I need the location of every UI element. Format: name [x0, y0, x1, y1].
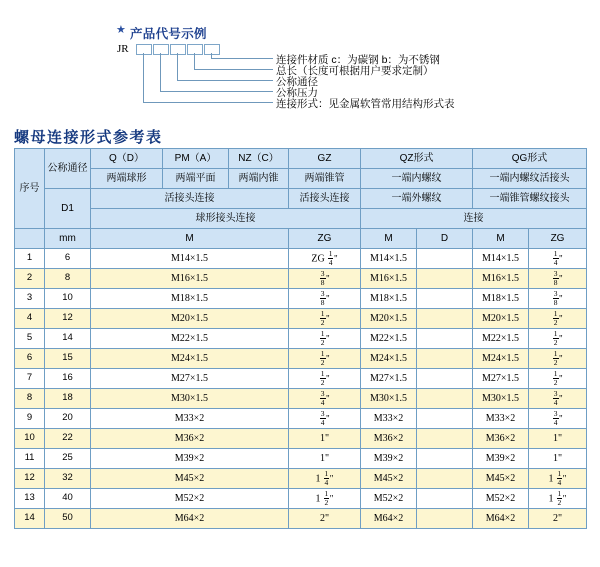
cell-qz-m: M20×1.5 — [361, 309, 417, 329]
cell-nominal-bore: 8 — [45, 269, 91, 289]
cell-qg-zg: 1" — [529, 449, 587, 469]
table-header-row-2 — [15, 169, 587, 189]
cell-seq: 14 — [15, 509, 45, 529]
table-head — [15, 149, 587, 249]
cell-qz-m: M18×1.5 — [361, 289, 417, 309]
header-unit-qz-d: D — [417, 229, 473, 249]
cell-qz-m: M24×1.5 — [361, 349, 417, 369]
header-unit-qg-m: M — [473, 229, 529, 249]
cell-qg-m: M64×2 — [473, 509, 529, 529]
header-nominal-bore — [45, 149, 91, 189]
cell-qg-m: M36×2 — [473, 429, 529, 449]
header-group-q: Q（D） — [91, 149, 163, 169]
cell-qz-d — [417, 289, 473, 309]
cell-seq: 13 — [15, 489, 45, 509]
cell-m-thread: M24×1.5 — [91, 349, 289, 369]
table-row — [15, 309, 587, 329]
leader-line — [160, 53, 161, 91]
header-external-thread: 一端外螺纹 — [361, 189, 473, 209]
product-code-prefix: JR — [117, 43, 129, 55]
cell-qg-zg: $\frac{3}{4}$ " — [529, 409, 587, 429]
cell-nominal-bore: 50 — [45, 509, 91, 529]
cell-qz-m: M45×2 — [361, 469, 417, 489]
cell-qg-zg: $\frac{1}{2}$ " — [529, 369, 587, 389]
leader-line — [177, 53, 178, 80]
cell-qz-m: M16×1.5 — [361, 269, 417, 289]
cell-nominal-bore: 22 — [45, 429, 91, 449]
table-row — [15, 269, 587, 289]
cell-m-thread: M64×2 — [91, 509, 289, 529]
leader-line — [194, 53, 195, 69]
header-taper-pipe-thread-joint: 一端锥管螺纹接头 — [473, 189, 587, 209]
cell-m-thread: M22×1.5 — [91, 329, 289, 349]
cell-seq: 8 — [15, 389, 45, 409]
cell-qg-zg: $\frac{1}{2}$ " — [529, 329, 587, 349]
cell-qg-m: M24×1.5 — [473, 349, 529, 369]
cell-qg-zg: $\frac{3}{8}$ " — [529, 269, 587, 289]
code-box-1 — [136, 44, 152, 55]
cell-qg-zg: $\frac{1}{4}$ " — [529, 249, 587, 269]
table-row — [15, 369, 587, 389]
cell-qg-m: M27×1.5 — [473, 369, 529, 389]
cell-seq: 10 — [15, 429, 45, 449]
cell-gz-zg: 1" — [289, 429, 361, 449]
cell-m-thread: M20×1.5 — [91, 309, 289, 329]
cell-gz-zg: 1 $\frac{1}{4}$ " — [289, 469, 361, 489]
cell-qz-m: M36×2 — [361, 429, 417, 449]
header-unit-m: M — [91, 229, 289, 249]
cell-qg-m: M20×1.5 — [473, 309, 529, 329]
cell-qz-d — [417, 469, 473, 489]
code-box-4 — [187, 44, 203, 55]
legend-item-nominal-pressure: 公称压力 — [276, 87, 318, 99]
cell-qz-d — [417, 509, 473, 529]
cell-qg-zg: 2" — [529, 509, 587, 529]
cell-nominal-bore: 10 — [45, 289, 91, 309]
cell-gz-zg: $\frac{3}{8}$ " — [289, 289, 361, 309]
header-group-gz: GZ — [289, 149, 361, 169]
cell-qz-d — [417, 449, 473, 469]
header-desc-gz: 两端锥管 — [289, 169, 361, 189]
cell-gz-zg: $\frac{1}{2}$ " — [289, 349, 361, 369]
table-row — [15, 409, 587, 429]
table-body — [15, 249, 587, 529]
cell-qg-zg: 1 $\frac{1}{2}$ " — [529, 489, 587, 509]
cell-qz-d — [417, 269, 473, 289]
cell-seq: 5 — [15, 329, 45, 349]
leader-line — [211, 58, 273, 59]
cell-qz-m: M39×2 — [361, 449, 417, 469]
cell-qz-m: M33×2 — [361, 409, 417, 429]
cell-qg-m: M33×2 — [473, 409, 529, 429]
table-header-row-4 — [15, 209, 587, 229]
cell-qg-zg: 1 $\frac{1}{4}$ " — [529, 469, 587, 489]
cell-seq: 2 — [15, 269, 45, 289]
header-seq-label: 序号 — [19, 183, 40, 194]
code-box-5 — [204, 44, 220, 55]
cell-qz-d — [417, 369, 473, 389]
header-desc-qz: 一端内螺纹 — [361, 169, 473, 189]
header-ball-joint-connection: 球形接头连接 — [91, 209, 361, 229]
leader-line — [143, 53, 144, 102]
nut-connection-table — [14, 148, 587, 529]
table-header-row-3 — [15, 189, 587, 209]
header-unit-qg-zg: ZG — [529, 229, 587, 249]
code-box-3 — [170, 44, 186, 55]
cell-nominal-bore: 16 — [45, 369, 91, 389]
cell-qz-m: M30×1.5 — [361, 389, 417, 409]
table-row — [15, 349, 587, 369]
cell-m-thread: M52×2 — [91, 489, 289, 509]
cell-seq: 7 — [15, 369, 45, 389]
header-desc-nz: 两端内锥 — [229, 169, 289, 189]
leader-line — [160, 91, 273, 92]
cell-qz-d — [417, 329, 473, 349]
cell-seq: 9 — [15, 409, 45, 429]
cell-nominal-bore: 20 — [45, 409, 91, 429]
header-seq — [15, 149, 45, 229]
cell-m-thread: M18×1.5 — [91, 289, 289, 309]
header-desc-pm: 两端平面 — [163, 169, 229, 189]
product-code-legend — [0, 0, 600, 122]
cell-nominal-bore: 15 — [45, 349, 91, 369]
table-row — [15, 249, 587, 269]
cell-qz-m: M27×1.5 — [361, 369, 417, 389]
header-unit-mm-value: mm — [45, 229, 91, 249]
cell-m-thread: M36×2 — [91, 429, 289, 449]
leader-line — [143, 102, 273, 103]
cell-gz-zg: 1 $\frac{1}{2}$ " — [289, 489, 361, 509]
cell-qg-zg: $\frac{3}{8}$ " — [529, 289, 587, 309]
table-header-row-5 — [15, 229, 587, 249]
cell-qg-m: M16×1.5 — [473, 269, 529, 289]
table-header-row-1 — [15, 149, 587, 169]
cell-nominal-bore: 18 — [45, 389, 91, 409]
legend-title: 产品代号示例 — [130, 27, 207, 41]
legend-item-material: 连接件材质 c：为碳钢 b：为不锈钢 — [276, 54, 440, 66]
cell-nominal-bore: 32 — [45, 469, 91, 489]
cell-nominal-bore: 25 — [45, 449, 91, 469]
cell-m-thread: M33×2 — [91, 409, 289, 429]
header-group-nz: NZ（C） — [229, 149, 289, 169]
table-row — [15, 389, 587, 409]
table-row — [15, 469, 587, 489]
cell-qz-d — [417, 409, 473, 429]
legend-item-connection-type: 连接形式：见金属软管常用结构形式表 — [276, 98, 455, 110]
cell-m-thread: M45×2 — [91, 469, 289, 489]
cell-seq: 3 — [15, 289, 45, 309]
cell-m-thread: M27×1.5 — [91, 369, 289, 389]
cell-seq: 6 — [15, 349, 45, 369]
leader-line — [177, 80, 273, 81]
cell-gz-zg: 2" — [289, 509, 361, 529]
cell-qg-m: M39×2 — [473, 449, 529, 469]
cell-gz-zg: $\frac{3}{8}$ " — [289, 269, 361, 289]
table-row — [15, 489, 587, 509]
cell-qz-d — [417, 249, 473, 269]
cell-qg-m: M45×2 — [473, 469, 529, 489]
leader-line — [194, 69, 273, 70]
legend-item-nominal-bore: 公称通径 — [276, 76, 318, 88]
cell-qz-d — [417, 489, 473, 509]
cell-qz-m: M22×1.5 — [361, 329, 417, 349]
cell-qz-d — [417, 389, 473, 409]
page-title: 螺母连接形式参考表 — [14, 129, 163, 146]
cell-qz-d — [417, 309, 473, 329]
header-d1-label: D1 — [45, 189, 91, 229]
header-unit-zg: ZG — [289, 229, 361, 249]
cell-qg-m: M22×1.5 — [473, 329, 529, 349]
cell-nominal-bore: 40 — [45, 489, 91, 509]
header-union-connection-gz: 活接头连接 — [289, 189, 361, 209]
legend-item-total-length: 总长（长度可根据用户要求定制） — [276, 65, 434, 77]
cell-nominal-bore: 12 — [45, 309, 91, 329]
header-connection: 连接 — [361, 209, 587, 229]
cell-seq: 4 — [15, 309, 45, 329]
cell-qg-zg: $\frac{1}{2}$ " — [529, 309, 587, 329]
cell-gz-zg: ZG $\frac{1}{4}$ " — [289, 249, 361, 269]
cell-nominal-bore: 14 — [45, 329, 91, 349]
cell-gz-zg: 1" — [289, 449, 361, 469]
cell-qz-m: M52×2 — [361, 489, 417, 509]
star-icon: ★ — [116, 24, 126, 36]
table-row — [15, 449, 587, 469]
cell-qz-d — [417, 349, 473, 369]
cell-nominal-bore: 6 — [45, 249, 91, 269]
header-group-pm: PM（A） — [163, 149, 229, 169]
table-row — [15, 329, 587, 349]
header-nominal-bore-label: 公称通径 — [47, 163, 88, 174]
header-unit-qz-m: M — [361, 229, 417, 249]
cell-qg-zg: $\frac{1}{2}$ " — [529, 349, 587, 369]
cell-qg-m: M18×1.5 — [473, 289, 529, 309]
header-unit-mm — [15, 229, 45, 249]
header-group-qg: QG形式 — [473, 149, 587, 169]
header-desc-q: 两端球形 — [91, 169, 163, 189]
cell-seq: 12 — [15, 469, 45, 489]
cell-seq: 1 — [15, 249, 45, 269]
cell-gz-zg: $\frac{1}{2}$ " — [289, 369, 361, 389]
table-row — [15, 289, 587, 309]
cell-qg-m: M14×1.5 — [473, 249, 529, 269]
cell-m-thread: M30×1.5 — [91, 389, 289, 409]
cell-qg-m: M30×1.5 — [473, 389, 529, 409]
header-desc-qg: 一端内螺纹活接头 — [473, 169, 587, 189]
table-row — [15, 509, 587, 529]
table-row — [15, 429, 587, 449]
cell-qz-m: M64×2 — [361, 509, 417, 529]
cell-gz-zg: $\frac{3}{4}$ " — [289, 409, 361, 429]
header-union-connection-left: 活接头连接 — [91, 189, 289, 209]
cell-m-thread: M16×1.5 — [91, 269, 289, 289]
cell-seq: 11 — [15, 449, 45, 469]
cell-m-thread: M39×2 — [91, 449, 289, 469]
cell-gz-zg: $\frac{1}{2}$ " — [289, 329, 361, 349]
cell-qz-m: M14×1.5 — [361, 249, 417, 269]
cell-qg-zg: $\frac{3}{4}$ " — [529, 389, 587, 409]
cell-qg-zg: 1" — [529, 429, 587, 449]
code-box-2 — [153, 44, 169, 55]
cell-qg-m: M52×2 — [473, 489, 529, 509]
cell-m-thread: M14×1.5 — [91, 249, 289, 269]
spec-table-wrapper — [14, 148, 586, 529]
cell-gz-zg: $\frac{3}{4}$ " — [289, 389, 361, 409]
cell-qz-d — [417, 429, 473, 449]
cell-gz-zg: $\frac{1}{2}$ " — [289, 309, 361, 329]
header-group-qz: QZ形式 — [361, 149, 473, 169]
